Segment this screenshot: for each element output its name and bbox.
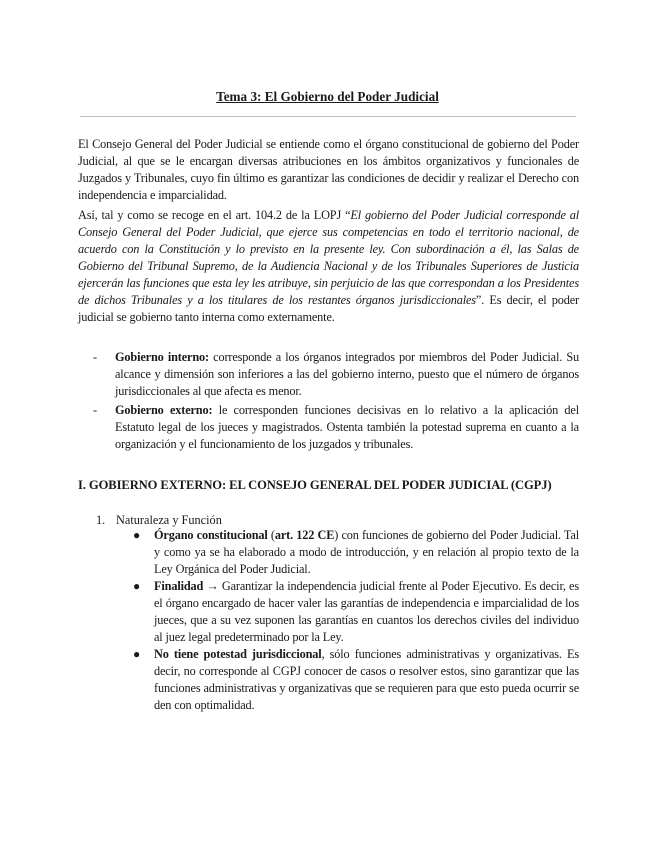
bullet-term: Órgano constitucional bbox=[154, 528, 268, 542]
bullet-text: , sólo funciones administrativas y organizativas. Es decir, no corresponde al CGPJ conocer de casos o resolver estos, sino garantizar que las funciones administrativas y organizativas que se requieren para que esto pueda ocurrir se den con optimalidad. bbox=[154, 647, 579, 712]
lopj-intro: Así, tal y como se recoge en el art. 104.2 de la LOPJ “ bbox=[78, 208, 351, 222]
lopj-outro: ”. Es decir, el poder judicial se gobierno tanto interna como externamente. bbox=[78, 293, 579, 324]
bullet-dot-icon: ● bbox=[133, 647, 141, 661]
lopj-paragraph bbox=[78, 207, 579, 326]
bullet-ref: art. 122 CE bbox=[274, 528, 335, 542]
bullet-dot-icon: ● bbox=[133, 528, 141, 542]
dash-marker: - bbox=[93, 403, 97, 417]
document-title: Tema 3: El Gobierno del Poder Judicial bbox=[216, 89, 439, 104]
bullet-term: Finalidad bbox=[154, 579, 204, 593]
intro-paragraph: El Consejo General del Poder Judicial se entiende como el órgano constitucional de gobierno del Poder Judicial, al que se le encargan diversas atribuciones en los ámbitos organizativos y funcionales de Juzgados y Tribunales, cuyo fin último es garantizar las condiciones de decidir y realizar el Derecho con independencia e imparcialidad. bbox=[78, 137, 579, 202]
section-heading: I. GOBIERNO EXTERNO: EL CONSEJO GENERAL DEL PODER JUDICIAL (CGPJ) bbox=[78, 478, 552, 492]
numbered-item-label: Naturaleza y Función bbox=[116, 513, 222, 527]
bullet-item bbox=[133, 646, 579, 714]
dash-item-text: le corresponden funciones decisivas en lo relativo a la aplicación del Estatuto legal de los jueces y magistrados. Ostenta también la potestad suprema en cuanto a la organización y el funcionamiento de los juzgados y tribunales. bbox=[115, 403, 579, 451]
bullet-term: No tiene potestad jurisdiccional bbox=[154, 647, 322, 661]
bullet-dot-icon: ● bbox=[133, 579, 141, 593]
numbered-item-number: 1. bbox=[96, 513, 106, 527]
title-divider bbox=[80, 116, 576, 117]
dash-item-text: corresponde a los órganos integrados por miembros del Poder Judicial. Su alcance y dimensión son inferiores a las del gobierno interno, puesto que el número de órganos jurisdiccionales al que afecta es menor. bbox=[115, 350, 580, 398]
bullet-item bbox=[133, 578, 579, 646]
bullet-text: ) con funciones de gobierno del Poder Judicial. Tal y como ya se ha elaborado a modo de introducción, y en relación al propio texto de la Ley Orgánica del Poder Judicial. bbox=[154, 528, 579, 576]
dash-list-item bbox=[78, 402, 579, 453]
bullet-mid: ( bbox=[267, 528, 275, 542]
dash-item-term: Gobierno externo: bbox=[115, 403, 213, 417]
dash-marker: - bbox=[93, 350, 97, 364]
bullet-text: → Garantizar la independencia judicial frente al Poder Ejecutivo. Es decir, es el órgano encargado de hacer valer las garantías de independencia e imparcialidad de los jueces, que a su vez suponen las garantías en cuantos los derechos civiles del individuo al juez legal predeterminado por la Ley. bbox=[154, 579, 579, 644]
dash-list-item bbox=[78, 349, 579, 400]
dash-item-term: Gobierno interno: bbox=[115, 350, 209, 364]
lopj-quote: El gobierno del Poder Judicial corresponde al Consejo General del Poder Judicial, que ejerce sus competencias en todo el territorio nacional, de acuerdo con la Constitución y lo previsto en la presente ley. Con subordinación a él, las Salas de Gobierno del Tribunal Supremo, de la Audiencia Nacional y de los Tribunales Superiores de Justicia ejercerán las funciones que esta ley les atribuye, sin perjuicio de las que correspondan a los Presidentes de dichos Tribunales y a los titulares de los restantes órganos jurisdiccionales bbox=[78, 208, 579, 307]
bullet-item bbox=[133, 527, 579, 578]
